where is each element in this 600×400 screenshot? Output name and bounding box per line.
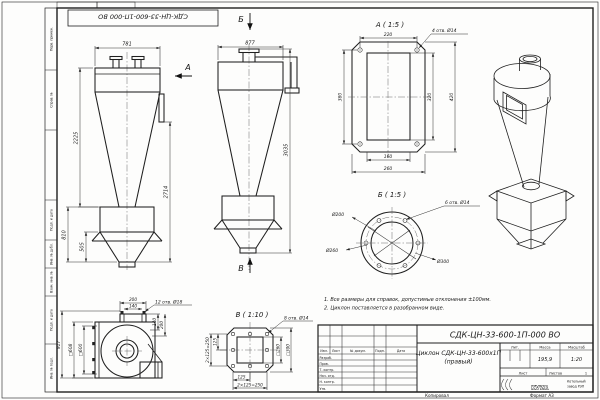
dim-text: Ø200 — [332, 213, 345, 218]
holes-callout: 8 отв. Ø14 — [284, 316, 309, 322]
margin-column — [50, 27, 54, 379]
dim-text: □608 — [68, 343, 74, 357]
tb-row-label: Нач. отд. — [319, 373, 335, 378]
side-view — [214, 13, 299, 273]
dim-text: □600 — [78, 343, 84, 357]
tb-designation: СДК-ЦН-33-600-1П-000 ВО — [449, 330, 561, 340]
tb-sheets-value: 1 — [584, 371, 588, 376]
col-header: Изм. — [320, 349, 328, 353]
footer-format: Формат А3 — [530, 393, 554, 398]
dim-text: □300 — [285, 344, 291, 356]
margin-label: Инв. № дубл. — [49, 243, 54, 265]
tb-sheets-label: Листов — [549, 371, 563, 376]
tb-mass-value: 195,9 — [537, 357, 553, 363]
dim-text: 125 — [212, 338, 218, 346]
logo-text: KVZR — [531, 385, 549, 392]
note-line: 1. Все размеры для справок, допустимые отклонения ±100мм. — [324, 297, 491, 303]
tb-mass-label: Масса — [539, 345, 551, 350]
dim-text: 125 — [237, 374, 246, 380]
tb-row-label: Утв. — [319, 386, 327, 391]
tb-row-label: Разраб. — [319, 355, 333, 360]
logo-caption: завод РЭП — [567, 384, 585, 389]
stamp-designation: СДК-ЦН-33-600-1П-000 ВО — [98, 12, 188, 21]
view-arrow-label: В — [238, 264, 244, 273]
title-block — [318, 325, 593, 392]
col-header: Дата — [396, 349, 406, 353]
note-line: 2. Циклон поставляется в разобранном виде. — [324, 305, 445, 312]
dim-text: 505 — [79, 242, 86, 252]
iso-view — [489, 55, 574, 249]
dim-text: Ø300 — [437, 260, 450, 265]
view-arrow-label: Б — [238, 15, 244, 24]
tb-row-label: Т. контр. — [319, 367, 335, 372]
dim-text: 917 — [56, 340, 62, 350]
dim-text: 781 — [122, 41, 132, 48]
dim-text: 260 — [383, 167, 393, 173]
margin-label: Подп. и дата — [49, 209, 54, 231]
tb-scale-value: 1:20 — [570, 357, 583, 363]
holes-callout: 6 отв. Ø14 — [445, 201, 470, 206]
dim-text: 140 — [129, 303, 137, 309]
dim-text: □260 — [275, 344, 281, 356]
tb-row-label: Н. контр. — [319, 380, 335, 385]
view-arrow-label: А — [185, 63, 191, 72]
margin-label: Инв. № подл. — [49, 357, 54, 379]
dim-text: Ø260 — [326, 249, 339, 254]
view-b — [325, 191, 480, 279]
front-view — [62, 42, 193, 271]
holes-callout: 12 отв. Ø18 — [155, 300, 183, 306]
dim-text: 3035 — [283, 143, 290, 157]
dim-text: 2×125=250 — [205, 337, 211, 363]
dim-text: 380 — [338, 92, 344, 102]
view-title: В ( 1:10 ) — [235, 311, 269, 319]
dim-text: 200 — [129, 296, 137, 302]
margin-label: Подп. и дата — [49, 309, 54, 331]
dim-text: 420 — [449, 92, 455, 102]
sheet-footer — [425, 393, 554, 398]
footer-copy: Копировал — [425, 393, 449, 398]
dim-text: 160 — [383, 155, 393, 161]
tb-sheet-label: Лист — [518, 371, 528, 376]
logo-caption: Котельный — [567, 379, 586, 384]
view-v — [205, 311, 313, 390]
margin-label: Перв. примен. — [49, 27, 54, 51]
kvzr-logo — [502, 379, 586, 392]
view-title: Б ( 1:5 ) — [377, 191, 407, 199]
dim-text: 877 — [245, 40, 255, 47]
top-stamp — [68, 10, 218, 26]
col-header: Подп. — [375, 349, 385, 353]
dim-text: 2225 — [73, 131, 80, 145]
notes — [324, 297, 491, 312]
tb-lit-label: Лит. — [510, 345, 520, 350]
col-header: Лист — [331, 349, 341, 353]
dim-text: 200 — [159, 321, 165, 329]
volute-view — [56, 297, 192, 378]
tb-name-line1: Циклон СДК-ЦН-33-600х1П — [415, 350, 502, 357]
holes-callout: 4 отв. Ø14 — [432, 29, 457, 34]
margin-label: Справ. № — [49, 92, 54, 108]
dim-text: 2×125=250 — [237, 382, 263, 388]
dim-text: 320 — [427, 92, 433, 102]
view-a — [338, 21, 469, 174]
dim-text: 140 — [152, 318, 157, 326]
tb-name-line2: (правый) — [444, 358, 473, 366]
dim-text: 220 — [383, 32, 393, 38]
coil-icon — [502, 379, 512, 390]
col-header: № докум. — [350, 349, 366, 353]
margin-label: Взам. инв. № — [49, 271, 54, 293]
view-title: А ( 1:5 ) — [375, 21, 405, 29]
tb-row-label: Пров. — [319, 361, 329, 366]
tb-scale-label: Масштаб — [568, 345, 585, 350]
dim-text: 810 — [61, 230, 68, 240]
dim-text: 2714 — [163, 185, 170, 199]
